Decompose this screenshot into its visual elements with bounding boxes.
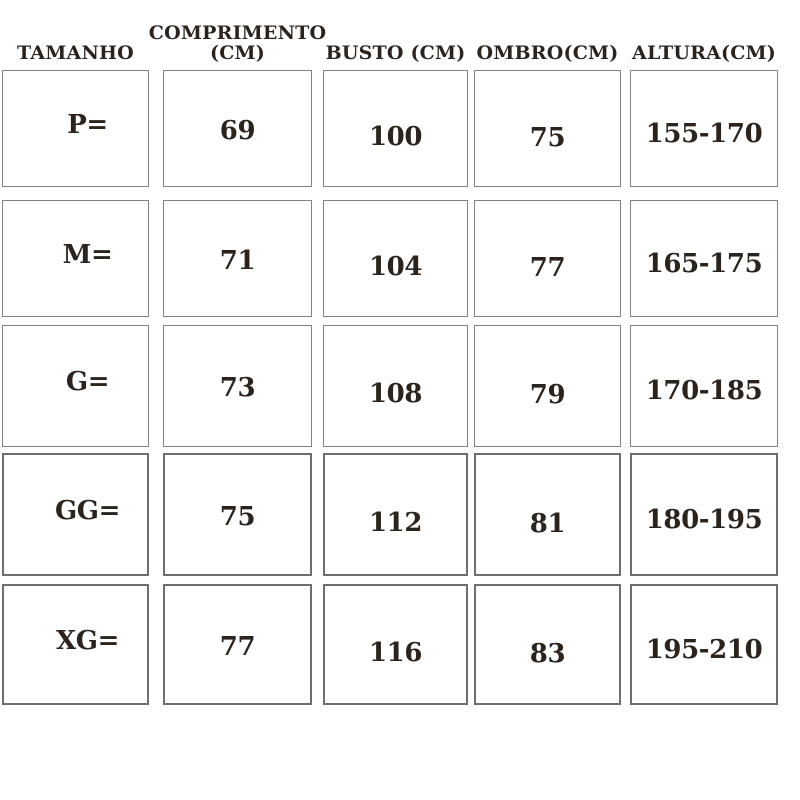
value: 75: [219, 501, 256, 532]
value: 100: [368, 121, 423, 152]
cell-altura: [630, 70, 778, 187]
value: 170-185: [645, 376, 763, 406]
value: 81: [529, 508, 566, 539]
column-header-label: BUSTO (CM): [325, 42, 466, 65]
cell-ombro: [474, 200, 621, 317]
cell-comprimento: [163, 70, 312, 187]
cell-busto: [323, 200, 468, 317]
cell-comprimento: [163, 325, 312, 447]
value: 116: [368, 637, 423, 668]
cell-altura: [630, 453, 778, 576]
column-header-label: OMBRO(CM): [476, 42, 619, 65]
cell-size: [2, 70, 149, 187]
value: 69: [219, 115, 256, 146]
cell-size: [2, 584, 149, 705]
value: 112: [368, 507, 423, 538]
size-label: GG=: [55, 495, 120, 526]
column-header-busto: [323, 14, 468, 64]
cell-busto: [323, 584, 468, 705]
value: 71: [219, 245, 256, 276]
column-header-altura: [630, 14, 778, 64]
column-header-tamanho: [2, 14, 149, 64]
cell-altura: [630, 584, 778, 705]
cell-ombro: [474, 453, 621, 576]
cell-ombro: [474, 584, 621, 705]
value: 73: [219, 373, 256, 403]
cell-busto: [323, 453, 468, 576]
value: 75: [529, 122, 566, 153]
cell-size: [2, 325, 149, 447]
value: 79: [529, 380, 566, 410]
column-header-label: ALTURA(CM): [632, 42, 776, 65]
column-header-comprimento: [148, 14, 327, 65]
column-header-label: TAMANHO: [17, 42, 134, 65]
cell-size: [2, 200, 149, 317]
value: 180-195: [645, 504, 763, 535]
cell-size: [2, 453, 149, 576]
size-label: P=: [67, 109, 108, 140]
cell-ombro: [474, 325, 621, 447]
size-label: M=: [62, 239, 113, 270]
value: 155-170: [645, 118, 763, 149]
column-header-ombro: [474, 14, 621, 64]
value: 77: [529, 252, 566, 283]
column-header-label: COMPRIMENTO (CM): [148, 21, 327, 65]
cell-busto: [323, 70, 468, 187]
cell-comprimento: [163, 200, 312, 317]
value: 104: [368, 251, 423, 282]
value: 195-210: [645, 634, 763, 665]
cell-ombro: [474, 70, 621, 187]
cell-busto: [323, 325, 468, 447]
cell-comprimento: [163, 453, 312, 576]
cell-altura: [630, 325, 778, 447]
size-label: XG=: [56, 625, 119, 656]
value: 83: [529, 638, 566, 669]
value: 77: [219, 631, 256, 662]
size-label: G=: [65, 367, 110, 397]
cell-comprimento: [163, 584, 312, 705]
value: 165-175: [645, 248, 763, 279]
value: 108: [368, 379, 423, 409]
cell-altura: [630, 200, 778, 317]
